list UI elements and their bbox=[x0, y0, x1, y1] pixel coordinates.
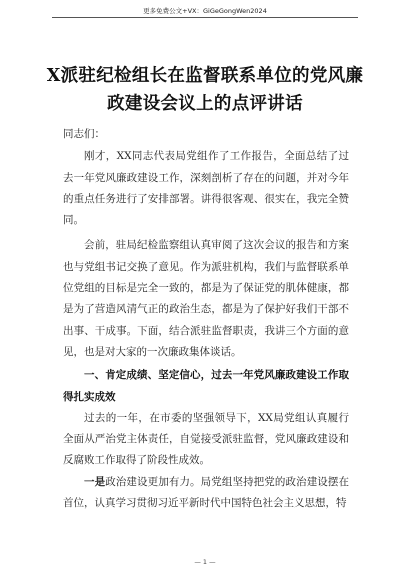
paragraph-political-building bbox=[63, 472, 349, 515]
document-title: X派驻纪检组长在监督联系单位的党风廉政建设会议上的点评讲话 bbox=[46, 66, 364, 114]
header-rule bbox=[52, 17, 358, 18]
paragraph-opening: 刚才，XX同志代表局党组作了工作报告，全面总结了过去一年党风廉政建设工作，深刻剖析了存在的问题，并对今年的重点任务进行了安排部署。讲得很客观、很实在，我完全赞同。 bbox=[63, 150, 349, 227]
page-header: 更多免费公文+VX：GiGeGongWen2024 bbox=[143, 7, 267, 15]
document-body bbox=[63, 124, 349, 514]
paragraph-introduction: 会前，驻局纪检监察组认真审阅了这次会议的报告和方案也与党组书记交换了意见。作为派驻机构，我们与监督联系单位党组的目标是完全一致的，都是为了保证党的肌体健康，都是为了营造风清气正的政治生态，都是为了保护好我们干部不出事、干成事。下面，结合派驻监督职责，我讲三个方面的意见，也是对大家的一次廉政集体谈话。 bbox=[63, 239, 349, 358]
point-text: 政治建设更加有力。局党组坚持把党的政治建设摆在首位，认真学习贯彻习近平新时代中国特色社会主义思想，特 bbox=[63, 475, 350, 510]
salutation: 同志们： bbox=[63, 128, 105, 140]
section-heading-1: 一、肯定成绩、坚定信心，过去一年党风廉政建设工作取得扎实成效 bbox=[63, 369, 349, 403]
point-lead: 一是 bbox=[84, 475, 106, 488]
page-number: — 1 — bbox=[194, 558, 216, 566]
paragraph-achievements: 过去的一年，在市委的坚强领导下，XX局党组认真履行全面从严治党主体责任，自觉接受派驻监督，党风廉政建设和反腐败工作取得了阶段性成效。 bbox=[63, 411, 349, 467]
